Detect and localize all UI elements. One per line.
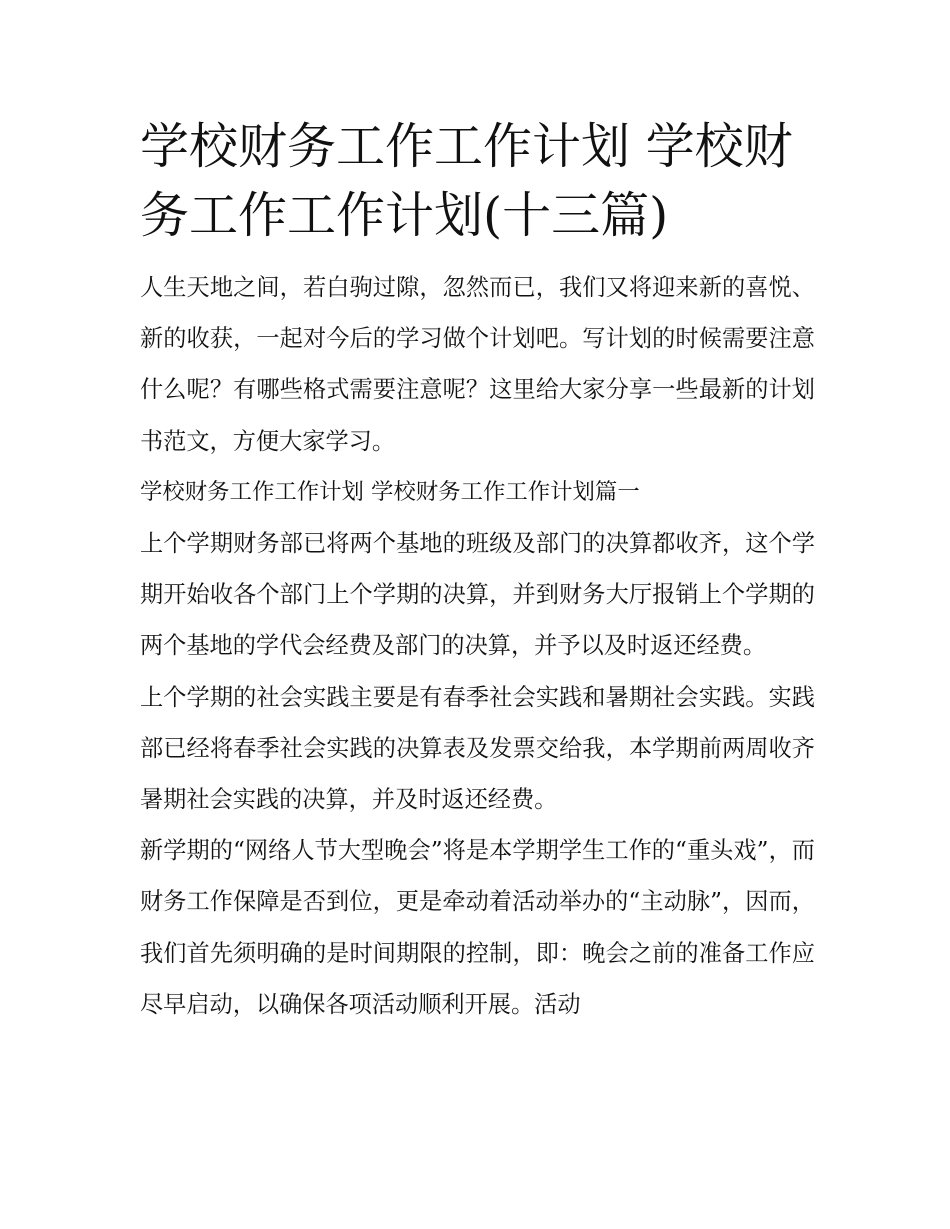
body-paragraph-2: 上个学期的社会实践主要是有春季社会实践和暑期社会实践。实践部已经将春季社会实践的决算表及发票交给我，本学期前两周收齐暑期社会实践的决算，并及时返还经费。	[140, 683, 815, 814]
document-body	[140, 112, 815, 1030]
intro-paragraph: 人生天地之间，若白驹过隙，忽然而已，我们又将迎来新的喜悦、新的收获，一起对今后的学习做个计划吧。写计划的时候需要注意什么呢？有哪些格式需要注意呢？这里给大家分享一些最新的计划书范文，方便大家学习。	[140, 274, 815, 455]
body-paragraph-3: 新学期的“网络人节大型晚会”将是本学期学生工作的“重头戏”，而财务工作保障是否到位，更是牵动着活动举办的“主动脉”，因而，我们首先须明确的是时间期限的控制，即：晚会之前的准备工作应尽早启动，以确保各项活动顺利开展。活动	[140, 837, 815, 1018]
body-paragraph-1: 上个学期财务部已将两个基地的班级及部门的决算都收齐，这个学期开始收各个部门上个学期的决算，并到财务大厅报销上个学期的两个基地的学代会经费及部门的决算，并予以及时返还经费。	[140, 530, 815, 660]
section-heading: 学校财务工作工作计划 学校财务工作工作计划篇一	[140, 478, 640, 505]
document-title: 学校财务工作工作计划 学校财务工作工作计划(十三篇)	[140, 118, 793, 244]
